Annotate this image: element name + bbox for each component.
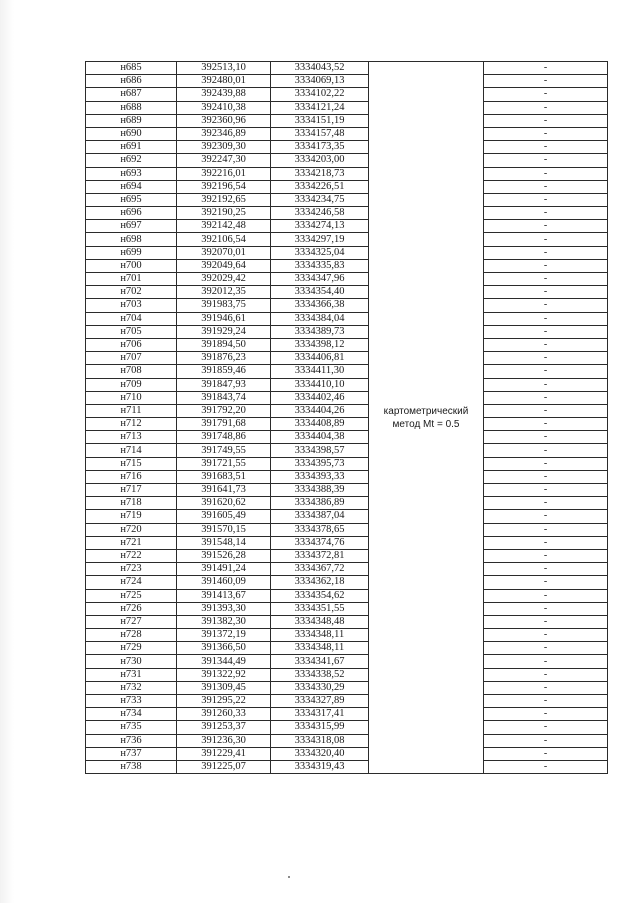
accuracy-cell: -: [484, 259, 608, 272]
point-name-cell: н693: [86, 167, 177, 180]
x-coordinate-cell: 392190,25: [177, 207, 271, 220]
point-name-cell: н719: [86, 510, 177, 523]
point-name-cell: н700: [86, 259, 177, 272]
accuracy-cell: -: [484, 721, 608, 734]
point-name-cell: н736: [86, 734, 177, 747]
table-row: [86, 286, 608, 299]
point-name-cell: н699: [86, 246, 177, 259]
y-coordinate-cell: 3334325,04: [271, 246, 369, 259]
x-coordinate-cell: 391929,24: [177, 325, 271, 338]
y-coordinate-cell: 3334398,12: [271, 338, 369, 351]
point-name-cell: н720: [86, 523, 177, 536]
accuracy-cell: -: [484, 391, 608, 404]
point-name-cell: н715: [86, 457, 177, 470]
x-coordinate-cell: 391260,33: [177, 708, 271, 721]
table-row: [86, 141, 608, 154]
y-coordinate-cell: 3334315,99: [271, 721, 369, 734]
y-coordinate-cell: 3334384,04: [271, 312, 369, 325]
x-coordinate-cell: 391526,28: [177, 549, 271, 562]
y-coordinate-cell: 3334411,30: [271, 365, 369, 378]
x-coordinate-cell: 392049,64: [177, 259, 271, 272]
y-coordinate-cell: 3334410,10: [271, 378, 369, 391]
table-row: [86, 207, 608, 220]
table-row: [86, 312, 608, 325]
x-coordinate-cell: 391620,62: [177, 497, 271, 510]
table-row: [86, 418, 608, 431]
x-coordinate-cell: 391366,50: [177, 642, 271, 655]
y-coordinate-cell: 3334203,00: [271, 154, 369, 167]
x-coordinate-cell: 392480,01: [177, 75, 271, 88]
accuracy-cell: -: [484, 602, 608, 615]
y-coordinate-cell: 3334347,96: [271, 273, 369, 286]
table-row: [86, 391, 608, 404]
y-coordinate-cell: 3334318,08: [271, 734, 369, 747]
point-name-cell: н696: [86, 207, 177, 220]
x-coordinate-cell: 391253,37: [177, 721, 271, 734]
y-coordinate-cell: 3334157,48: [271, 127, 369, 140]
accuracy-cell: -: [484, 510, 608, 523]
point-name-cell: н726: [86, 602, 177, 615]
accuracy-cell: -: [484, 589, 608, 602]
y-coordinate-cell: 3334234,75: [271, 193, 369, 206]
x-coordinate-cell: 391641,73: [177, 484, 271, 497]
coordinates-table: [85, 61, 608, 774]
point-name-cell: н727: [86, 615, 177, 628]
x-coordinate-cell: 391605,49: [177, 510, 271, 523]
point-name-cell: н717: [86, 484, 177, 497]
point-name-cell: н714: [86, 444, 177, 457]
x-coordinate-cell: 391322,92: [177, 668, 271, 681]
accuracy-cell: -: [484, 457, 608, 470]
point-name-cell: н737: [86, 747, 177, 760]
y-coordinate-cell: 3334362,18: [271, 576, 369, 589]
table-row: [86, 681, 608, 694]
y-coordinate-cell: 3334335,83: [271, 259, 369, 272]
x-coordinate-cell: 391309,45: [177, 681, 271, 694]
y-coordinate-cell: 3334378,65: [271, 523, 369, 536]
accuracy-cell: -: [484, 220, 608, 233]
point-name-cell: н685: [86, 62, 177, 75]
y-coordinate-cell: 3334151,19: [271, 114, 369, 127]
y-coordinate-cell: 3334319,43: [271, 760, 369, 773]
accuracy-cell: -: [484, 747, 608, 760]
y-coordinate-cell: 3334043,52: [271, 62, 369, 75]
point-name-cell: н725: [86, 589, 177, 602]
accuracy-cell: -: [484, 286, 608, 299]
x-coordinate-cell: 391382,30: [177, 615, 271, 628]
accuracy-cell: -: [484, 246, 608, 259]
x-coordinate-cell: 391791,68: [177, 418, 271, 431]
accuracy-cell: -: [484, 127, 608, 140]
table-row: [86, 695, 608, 708]
table-row: [86, 708, 608, 721]
point-name-cell: н687: [86, 88, 177, 101]
table-row: [86, 497, 608, 510]
y-coordinate-cell: 3334372,81: [271, 549, 369, 562]
table-row: [86, 484, 608, 497]
point-name-cell: н735: [86, 721, 177, 734]
table-row: [86, 510, 608, 523]
point-name-cell: н732: [86, 681, 177, 694]
x-coordinate-cell: 392029,42: [177, 273, 271, 286]
y-coordinate-cell: 3334338,52: [271, 668, 369, 681]
y-coordinate-cell: 3334398,57: [271, 444, 369, 457]
x-coordinate-cell: 392360,96: [177, 114, 271, 127]
y-coordinate-cell: 3334341,67: [271, 655, 369, 668]
y-coordinate-cell: 3334069,13: [271, 75, 369, 88]
accuracy-cell: -: [484, 655, 608, 668]
table-row: [86, 246, 608, 259]
table-row: [86, 62, 608, 75]
point-name-cell: н706: [86, 338, 177, 351]
table-row: [86, 721, 608, 734]
point-name-cell: н722: [86, 549, 177, 562]
point-name-cell: н691: [86, 141, 177, 154]
x-coordinate-cell: 391859,46: [177, 365, 271, 378]
accuracy-cell: -: [484, 352, 608, 365]
table-row: [86, 220, 608, 233]
y-coordinate-cell: 3334320,40: [271, 747, 369, 760]
x-coordinate-cell: 392410,38: [177, 101, 271, 114]
table-row: [86, 352, 608, 365]
x-coordinate-cell: 391792,20: [177, 404, 271, 417]
table-row: [86, 154, 608, 167]
table-row: [86, 444, 608, 457]
table-row: [86, 668, 608, 681]
table-row: [86, 760, 608, 773]
y-coordinate-cell: 3334121,24: [271, 101, 369, 114]
x-coordinate-cell: 391229,41: [177, 747, 271, 760]
table-row: [86, 629, 608, 642]
x-coordinate-cell: 391894,50: [177, 338, 271, 351]
y-coordinate-cell: 3334327,89: [271, 695, 369, 708]
x-coordinate-cell: 392142,48: [177, 220, 271, 233]
accuracy-cell: -: [484, 668, 608, 681]
table-row: [86, 180, 608, 193]
x-coordinate-cell: 391344,49: [177, 655, 271, 668]
point-name-cell: н711: [86, 404, 177, 417]
point-name-cell: н701: [86, 273, 177, 286]
accuracy-cell: -: [484, 549, 608, 562]
x-coordinate-cell: 391225,07: [177, 760, 271, 773]
table-row: [86, 655, 608, 668]
point-name-cell: н733: [86, 695, 177, 708]
accuracy-cell: -: [484, 523, 608, 536]
point-name-cell: н689: [86, 114, 177, 127]
x-coordinate-cell: 391749,55: [177, 444, 271, 457]
y-coordinate-cell: 3334386,89: [271, 497, 369, 510]
table-row: [86, 325, 608, 338]
x-coordinate-cell: 392439,88: [177, 88, 271, 101]
table-row: [86, 193, 608, 206]
table-row: [86, 734, 608, 747]
accuracy-cell: -: [484, 681, 608, 694]
y-coordinate-cell: 3334387,04: [271, 510, 369, 523]
point-name-cell: н690: [86, 127, 177, 140]
point-name-cell: н705: [86, 325, 177, 338]
table-row: [86, 642, 608, 655]
table-row: [86, 563, 608, 576]
point-name-cell: н718: [86, 497, 177, 510]
accuracy-cell: -: [484, 708, 608, 721]
point-name-cell: н698: [86, 233, 177, 246]
y-coordinate-cell: 3334374,76: [271, 536, 369, 549]
table-row: [86, 576, 608, 589]
page-edge-shadow: [0, 0, 14, 903]
y-coordinate-cell: 3334297,19: [271, 233, 369, 246]
x-coordinate-cell: 391295,22: [177, 695, 271, 708]
point-name-cell: н704: [86, 312, 177, 325]
accuracy-cell: -: [484, 642, 608, 655]
accuracy-cell: -: [484, 338, 608, 351]
point-name-cell: н688: [86, 101, 177, 114]
y-coordinate-cell: 3334330,29: [271, 681, 369, 694]
y-coordinate-cell: 3334408,89: [271, 418, 369, 431]
y-coordinate-cell: 3334102,22: [271, 88, 369, 101]
accuracy-cell: -: [484, 75, 608, 88]
table-row: [86, 470, 608, 483]
y-coordinate-cell: 3334367,72: [271, 563, 369, 576]
method-cell: картометрический метод Mt = 0.5: [369, 62, 484, 774]
y-coordinate-cell: 3334402,46: [271, 391, 369, 404]
point-name-cell: н697: [86, 220, 177, 233]
table-row: [86, 378, 608, 391]
table-row: [86, 75, 608, 88]
y-coordinate-cell: 3334404,38: [271, 431, 369, 444]
y-coordinate-cell: 3334388,39: [271, 484, 369, 497]
table-row: [86, 404, 608, 417]
x-coordinate-cell: 391683,51: [177, 470, 271, 483]
table-row: [86, 338, 608, 351]
accuracy-cell: -: [484, 273, 608, 286]
x-coordinate-cell: 391721,55: [177, 457, 271, 470]
coordinates-table-body: [86, 62, 608, 774]
table-row: [86, 114, 608, 127]
table-row: [86, 589, 608, 602]
y-coordinate-cell: 3334317,41: [271, 708, 369, 721]
x-coordinate-cell: 391236,30: [177, 734, 271, 747]
x-coordinate-cell: 392216,01: [177, 167, 271, 180]
accuracy-cell: -: [484, 378, 608, 391]
x-coordinate-cell: 391413,67: [177, 589, 271, 602]
table-row: [86, 431, 608, 444]
table-row: [86, 273, 608, 286]
point-name-cell: н692: [86, 154, 177, 167]
y-coordinate-cell: 3334218,73: [271, 167, 369, 180]
y-coordinate-cell: 3334351,55: [271, 602, 369, 615]
table-row: [86, 602, 608, 615]
accuracy-cell: -: [484, 470, 608, 483]
point-name-cell: н708: [86, 365, 177, 378]
table-row: [86, 523, 608, 536]
point-name-cell: н731: [86, 668, 177, 681]
accuracy-cell: -: [484, 444, 608, 457]
y-coordinate-cell: 3334354,62: [271, 589, 369, 602]
accuracy-cell: -: [484, 760, 608, 773]
accuracy-cell: -: [484, 629, 608, 642]
y-coordinate-cell: 3334274,13: [271, 220, 369, 233]
accuracy-cell: -: [484, 62, 608, 75]
point-name-cell: н734: [86, 708, 177, 721]
point-name-cell: н729: [86, 642, 177, 655]
accuracy-cell: -: [484, 365, 608, 378]
accuracy-cell: -: [484, 695, 608, 708]
x-coordinate-cell: 391460,09: [177, 576, 271, 589]
x-coordinate-cell: 392346,89: [177, 127, 271, 140]
table-row: [86, 127, 608, 140]
point-name-cell: н716: [86, 470, 177, 483]
accuracy-cell: -: [484, 404, 608, 417]
accuracy-cell: -: [484, 497, 608, 510]
y-coordinate-cell: 3334395,73: [271, 457, 369, 470]
table-row: [86, 747, 608, 760]
y-coordinate-cell: 3334246,58: [271, 207, 369, 220]
x-coordinate-cell: 392247,30: [177, 154, 271, 167]
y-coordinate-cell: 3334348,11: [271, 642, 369, 655]
x-coordinate-cell: 391570,15: [177, 523, 271, 536]
x-coordinate-cell: 391983,75: [177, 299, 271, 312]
y-coordinate-cell: 3334406,81: [271, 352, 369, 365]
point-name-cell: н707: [86, 352, 177, 365]
table-row: [86, 549, 608, 562]
y-coordinate-cell: 3334354,40: [271, 286, 369, 299]
x-coordinate-cell: 392012,35: [177, 286, 271, 299]
point-name-cell: н694: [86, 180, 177, 193]
accuracy-cell: -: [484, 207, 608, 220]
x-coordinate-cell: 391876,23: [177, 352, 271, 365]
accuracy-cell: -: [484, 141, 608, 154]
table-row: [86, 457, 608, 470]
table-row: [86, 101, 608, 114]
point-name-cell: н738: [86, 760, 177, 773]
point-name-cell: н703: [86, 299, 177, 312]
point-name-cell: н710: [86, 391, 177, 404]
point-name-cell: н724: [86, 576, 177, 589]
accuracy-cell: -: [484, 167, 608, 180]
table-row: [86, 167, 608, 180]
accuracy-cell: -: [484, 576, 608, 589]
y-coordinate-cell: 3334226,51: [271, 180, 369, 193]
x-coordinate-cell: 391372,19: [177, 629, 271, 642]
y-coordinate-cell: 3334404,26: [271, 404, 369, 417]
table-row: [86, 88, 608, 101]
y-coordinate-cell: 3334393,33: [271, 470, 369, 483]
point-name-cell: н686: [86, 75, 177, 88]
point-name-cell: н730: [86, 655, 177, 668]
x-coordinate-cell: 391748,86: [177, 431, 271, 444]
x-coordinate-cell: 391946,61: [177, 312, 271, 325]
point-name-cell: н713: [86, 431, 177, 444]
x-coordinate-cell: 392070,01: [177, 246, 271, 259]
table-row: [86, 299, 608, 312]
accuracy-cell: -: [484, 154, 608, 167]
point-name-cell: н695: [86, 193, 177, 206]
accuracy-cell: -: [484, 233, 608, 246]
accuracy-cell: -: [484, 193, 608, 206]
table-row: [86, 233, 608, 246]
x-coordinate-cell: 392309,30: [177, 141, 271, 154]
x-coordinate-cell: 392196,54: [177, 180, 271, 193]
y-coordinate-cell: 3334366,38: [271, 299, 369, 312]
x-coordinate-cell: 392513,10: [177, 62, 271, 75]
x-coordinate-cell: 392106,54: [177, 233, 271, 246]
point-name-cell: н728: [86, 629, 177, 642]
accuracy-cell: -: [484, 563, 608, 576]
accuracy-cell: -: [484, 431, 608, 444]
accuracy-cell: -: [484, 484, 608, 497]
accuracy-cell: -: [484, 88, 608, 101]
y-coordinate-cell: 3334348,48: [271, 615, 369, 628]
accuracy-cell: -: [484, 615, 608, 628]
point-name-cell: н723: [86, 563, 177, 576]
accuracy-cell: -: [484, 312, 608, 325]
y-coordinate-cell: 3334348,11: [271, 629, 369, 642]
x-coordinate-cell: 391548,14: [177, 536, 271, 549]
accuracy-cell: -: [484, 180, 608, 193]
table-row: [86, 615, 608, 628]
accuracy-cell: -: [484, 734, 608, 747]
accuracy-cell: -: [484, 418, 608, 431]
y-coordinate-cell: 3334389,73: [271, 325, 369, 338]
point-name-cell: н709: [86, 378, 177, 391]
x-coordinate-cell: 391843,74: [177, 391, 271, 404]
accuracy-cell: -: [484, 299, 608, 312]
accuracy-cell: -: [484, 101, 608, 114]
table-row: [86, 536, 608, 549]
x-coordinate-cell: 391491,24: [177, 563, 271, 576]
page-mark: [288, 876, 290, 878]
point-name-cell: н712: [86, 418, 177, 431]
accuracy-cell: -: [484, 114, 608, 127]
x-coordinate-cell: 391393,30: [177, 602, 271, 615]
x-coordinate-cell: 392192,65: [177, 193, 271, 206]
point-name-cell: н702: [86, 286, 177, 299]
point-name-cell: н721: [86, 536, 177, 549]
y-coordinate-cell: 3334173,35: [271, 141, 369, 154]
x-coordinate-cell: 391847,93: [177, 378, 271, 391]
table-row: [86, 259, 608, 272]
accuracy-cell: -: [484, 536, 608, 549]
table-row: [86, 365, 608, 378]
accuracy-cell: -: [484, 325, 608, 338]
